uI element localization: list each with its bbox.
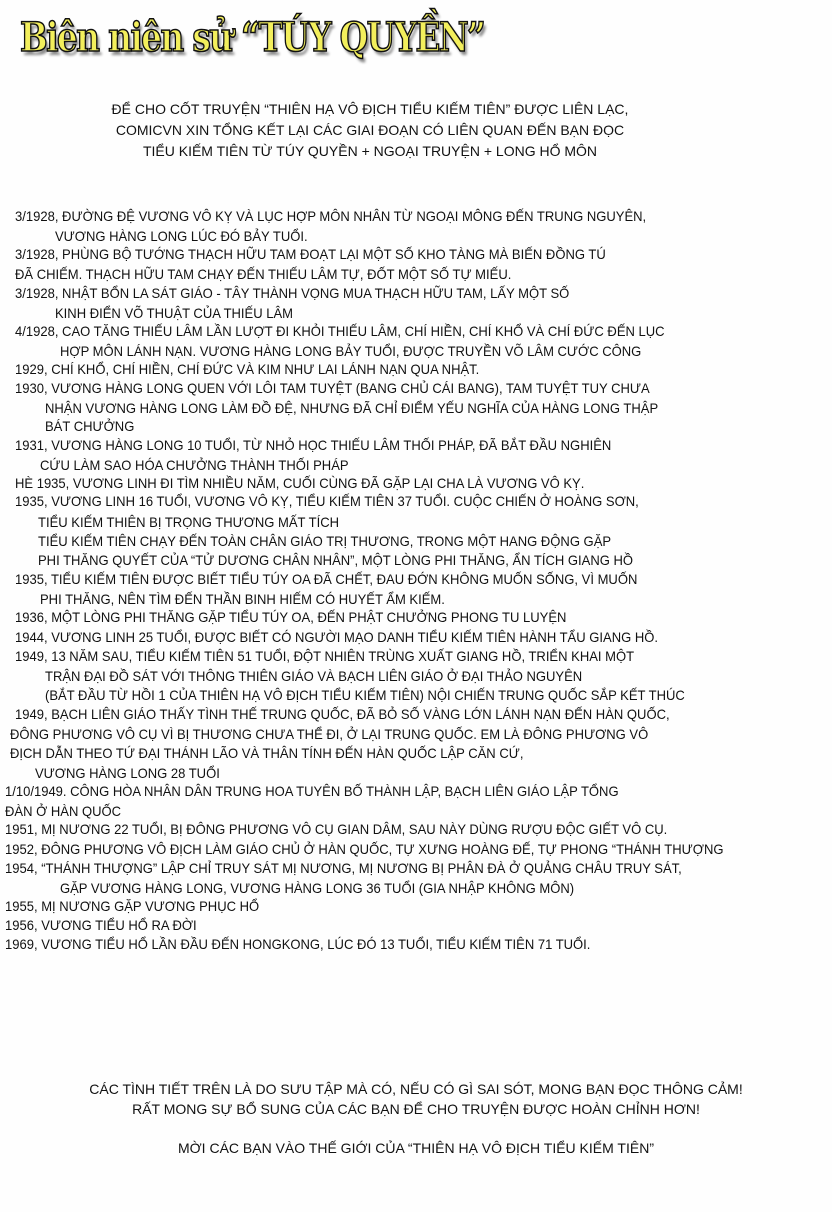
timeline-line: 1949, 13 NĂM SAU, TIỂU KIẾM TIÊN 51 TUỔI, ĐỘT NHIÊN TRÙNG XUẤT GIANG HỒ, TRIỂN KHAI MỘT xyxy=(15,648,635,664)
timeline-line: (BẮT ĐẦU TỪ HỒI 1 CỦA THIÊN HẠ VÔ ĐỊCH TIỂU KIẾM TIÊN) NỘI CHIẾN TRUNG QUỐC SẮP KẾT THÚC xyxy=(45,687,685,703)
timeline-line: 1930, VƯƠNG HÀNG LONG QUEN VỚI LÔI TAM TUYỆT (BANG CHỦ CÁI BANG), TAM TUYỆT TUY CHƯA xyxy=(15,380,650,396)
timeline-line: PHI THĂNG, NÊN TÌM ĐẾN THẦN BINH HIẾM CÓ HUYẾT ẨM KIẾM. xyxy=(40,591,445,607)
timeline-line: 1936, MỘT LÒNG PHI THĂNG GẶP TIỂU TÚY OA, ĐẾN PHẬT CHƯỞNG PHONG TU LUYỆN xyxy=(15,609,567,625)
timeline-line: VƯƠNG HÀNG LONG 28 TUỔI xyxy=(35,765,220,781)
timeline-line: VƯƠNG HÀNG LONG LÚC ĐÓ BẢY TUỔI. xyxy=(55,228,308,244)
timeline-line: TIỂU KIẾM THIÊN BỊ TRỌNG THƯƠNG MẤT TÍCH xyxy=(38,514,340,530)
timeline-line: GẶP VƯƠNG HÀNG LONG, VƯƠNG HÀNG LONG 36 TUỔI (GIA NHẬP KHÔNG MÔN) xyxy=(60,880,575,896)
timeline-line: HÈ 1935, VƯƠNG LINH ĐI TÌM NHIỀU NĂM, CUỐI CÙNG ĐÃ GẶP LẠI CHA LÀ VƯƠNG VÔ KỴ. xyxy=(15,475,585,491)
outro-line: RẤT MONG SỰ BỔ SUNG CỦA CÁC BẠN ĐỂ CHO TRUYỆN ĐƯỢC HOÀN CHỈNH HƠN! xyxy=(132,1101,700,1117)
timeline-line: KINH ĐIỂN VÕ THUẬT CỦA THIẾU LÂM xyxy=(55,305,294,321)
timeline-line: 1944, VƯƠNG LINH 25 TUỔI, ĐƯỢC BIẾT CÓ NGƯỜI MẠO DANH TIỂU KIẾM TIÊN HÀNH TẨU GIANG HỒ. xyxy=(15,629,658,645)
timeline-line: BÁT CHƯỞNG xyxy=(45,418,135,434)
timeline-line: TRẬN ĐẠI ĐỒ SÁT VỚI THÔNG THIÊN GIÁO VÀ BẠCH LIÊN GIÁO Ở ĐẠI THẢO NGUYÊN xyxy=(45,668,583,684)
timeline-line: 1931, VƯƠNG HÀNG LONG 10 TUỔI, TỪ NHỎ HỌC THIẾU LÂM THỐI PHÁP, ĐÃ BẮT ĐẦU NGHIÊN xyxy=(15,437,612,453)
timeline-line: HỢP MÔN LÁNH NẠN. VƯƠNG HÀNG LONG BẢY TUỔI, ĐƯỢC TRUYỀN VÕ LÂM CƯỚC CÔNG xyxy=(60,343,642,359)
timeline-line: ĐÀN Ở HÀN QUỐC xyxy=(5,803,122,819)
timeline-line: 1954, “THÁNH THƯỢNG” LẬP CHỈ TRUY SÁT MỊ NƯƠNG, MỊ NƯƠNG BỊ PHÂN ĐÀ Ở QUẢNG CHÂU TRUY SÁT, xyxy=(5,860,682,876)
timeline-line: 1949, BẠCH LIÊN GIÁO THẤY TÌNH THẾ TRUNG QUỐC, ĐÃ BỎ SỐ VÀNG LỚN LÁNH NẠN ĐẾN HÀN QUỐC, xyxy=(15,706,670,722)
outro-line: CÁC TÌNH TIẾT TRÊN LÀ DO SƯU TẬP MÀ CÓ, NẾU CÓ GÌ SAI SÓT, MONG BẠN ĐỌC THÔNG CẢM! xyxy=(89,1081,743,1097)
intro-line: COMICVN XIN TỔNG KẾT LẠI CÁC GIAI ĐOẠN CÓ LIÊN QUAN ĐẾN BẠN ĐỌC xyxy=(115,122,625,138)
timeline-line: 1956, VƯƠNG TIỂU HỔ RA ĐỜI xyxy=(5,917,197,933)
intro-line: TIỂU KIẾM TIÊN TỪ TÚY QUYỀN + NGOẠI TRUYỆN + LONG HỔ MÔN xyxy=(142,143,598,159)
timeline-line: ĐÃ CHIẾM. THẠCH HỮU TAM CHẠY ĐẾN THIẾU LÂM TỰ, ĐỐT MỘT SỐ TỰ MIẾU. xyxy=(15,266,512,282)
timeline-line: 3/1928, NHẬT BỔN LA SÁT GIÁO - TÂY THÀNH VỌNG MUA THẠCH HỮU TAM, LẤY MỘT SỐ xyxy=(15,285,570,301)
timeline-line: 1935, TIỂU KIẾM TIÊN ĐƯỢC BIẾT TIỂU TÚY OA ĐÃ CHẾT, ĐAU ĐỚN KHÔNG MUỐN SỐNG, VÌ MUỐN xyxy=(15,571,638,587)
timeline-line: NHẬN VƯƠNG HÀNG LONG LÀM ĐỒ ĐỆ, NHƯNG ĐÃ CHỈ ĐIỂM YẾU NGHĨA CỦA HÀNG LONG THẬP xyxy=(45,400,659,416)
timeline-line: 1935, VƯƠNG LINH 16 TUỔI, VƯƠNG VÔ KỴ, TIỂU KIẾM TIÊN 37 TUỔI. CUỘC CHIẾN Ở HOÀNG SƠN, xyxy=(15,493,639,509)
timeline-line: PHI THĂNG QUYẾT CỦA “TỬ DƯƠNG CHÂN NHÂN”, MỘT LÒNG PHI THĂNG, ẨN TÍCH GIANG HỒ xyxy=(38,552,634,568)
timeline-line: 3/1928, PHÙNG BỘ TƯỚNG THẠCH HỮU TAM ĐOẠT LẠI MỘT SỐ KHO TÀNG MÀ BIẾN ĐỒNG TÚ xyxy=(15,246,606,262)
timeline-line: ĐỊCH DẪN THEO TỨ ĐẠI THÁNH LÃO VÀ THÂN TÍNH ĐẾN HÀN QUỐC LẬP CĂN CỨ, xyxy=(10,745,524,761)
timeline-line: 4/1928, CAO TĂNG THIẾU LÂM LẦN LƯỢT ĐI KHỎI THIẾU LÂM, CHÍ HIỀN, CHÍ KHỔ VÀ CHÍ ĐỨC ĐẾN LỤC xyxy=(15,323,665,339)
timeline-line: 1/10/1949. CÔNG HÒA NHÂN DÂN TRUNG HOA TUYÊN BỐ THÀNH LẬP, BẠCH LIÊN GIÁO LẬP TỔNG xyxy=(5,783,619,799)
intro-line: ĐỂ CHO CỐT TRUYỆN “THIÊN HẠ VÔ ĐỊCH TIỂU KIẾM TIÊN” ĐƯỢC LIÊN LẠC, xyxy=(111,101,629,117)
timeline-line: 1969, VƯƠNG TIỂU HỔ LẦN ĐẦU ĐẾN HONGKONG, LÚC ĐÓ 13 TUỔI, TIỂU KIẾM TIÊN 71 TUỔI. xyxy=(5,936,591,952)
outro-line: MỜI CÁC BẠN VÀO THẾ GIỚI CỦA “THIÊN HẠ VÔ ĐỊCH TIỂU KIẾM TIÊN” xyxy=(178,1140,654,1156)
timeline-line: 1951, MỊ NƯƠNG 22 TUỔI, BỊ ĐÔNG PHƯƠNG VÔ CỤ GIAN DÂM, SAU NÀY DÙNG RƯỢU ĐỘC GIẾT VÔ CỤ. xyxy=(5,821,668,837)
timeline-line: ĐÔNG PHƯƠNG VÔ CỤ VÌ BỊ THƯƠNG CHƯA THỂ ĐI, Ở LẠI TRUNG QUỐC. EM LÀ ĐÔNG PHƯƠNG VÔ xyxy=(10,726,649,742)
page-title: Biên niên sử “TÚY QUYỀN” xyxy=(20,14,485,61)
timeline-line: 3/1928, ĐƯỜNG ĐỆ VƯƠNG VÔ KỴ VÀ LỤC HỢP MÔN NHÂN TỪ NGOẠI MÔNG ĐẾN TRUNG NGUYÊN, xyxy=(15,208,647,224)
timeline-line: TIỂU KIẾM TIÊN CHẠY ĐẾN TOÀN CHÂN GIÁO TRỊ THƯƠNG, TRONG MỘT HANG ĐỘNG GẶP xyxy=(38,533,612,549)
timeline-line: 1952, ĐÔNG PHƯƠNG VÔ ĐỊCH LÀM GIÁO CHỦ Ở HÀN QUỐC, TỰ XƯNG HOÀNG ĐẾ, TỰ PHONG “THÁNH THƯỢNG xyxy=(5,841,724,857)
timeline-line: CỨU LÀM SAO HÓA CHƯỞNG THÀNH THỐI PHÁP xyxy=(40,457,349,473)
timeline-line: 1929, CHÍ KHỔ, CHÍ HIỀN, CHÍ ĐỨC VÀ KIM NHƯ LAI LÁNH NẠN QUA NHẬT. xyxy=(15,361,480,377)
timeline-line: 1955, MỊ NƯƠNG GẶP VƯƠNG PHỤC HỔ xyxy=(5,898,260,914)
